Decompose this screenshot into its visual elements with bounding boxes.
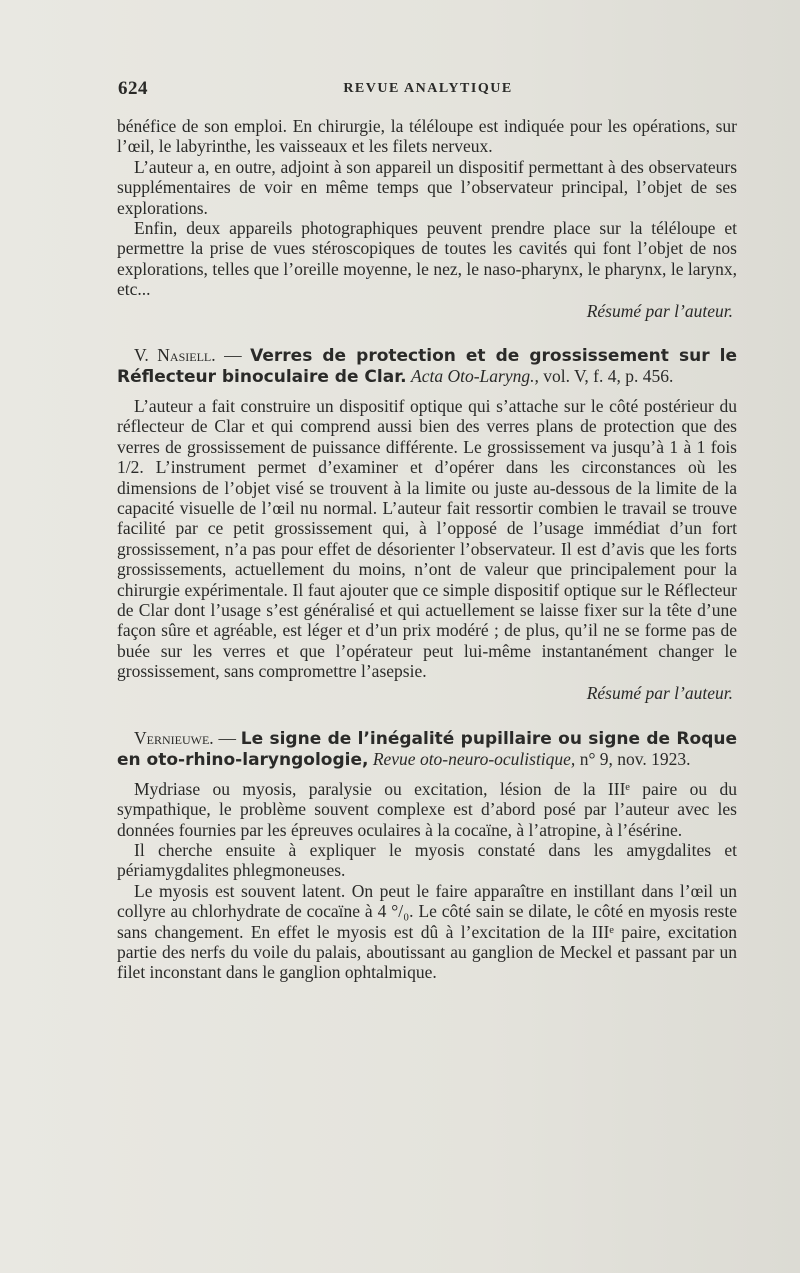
article2-signature: Résumé par l’auteur. <box>586 682 733 703</box>
article3-paragraph-3: Le myosis est souvent latent. On peut le faire apparaître en instillant dans l’œil un collyre au chlorhydrate de cocaïne à 4 °/₀. Le côté sain se dilate, le côté en myosis reste sans changement. En effet le myosis est dû à l’excitation de la IIIᵉ paire, excitation partie des nerfs du voile du palais, aboutissant au ganglion de Meckel et passant par un filet inconstant dans le ganglion ophtalmique. <box>117 880 737 983</box>
article1-signature: Résumé par l’auteur. <box>586 300 733 321</box>
article3-paragraph-2: Il cherche ensuite à expliquer le myosis constaté dans les amygdalites et périamygdalites phlegmoneuses. <box>117 840 737 881</box>
article1-paragraph-continued: bénéfice de son emploi. En chirurgie, la téléloupe est indiquée pour les opérations, sur l’œil, le labyrinthe, les vaisseaux et les filets nerveux. <box>117 116 737 157</box>
article3-heading <box>117 728 737 771</box>
article2-journal: Acta Oto-Laryng., <box>411 366 539 387</box>
article2-author: V. Nasiell. <box>134 345 216 366</box>
page-number: 624 <box>118 78 148 99</box>
article3-journal: Revue oto-neuro-oculistique, <box>372 749 576 770</box>
article-body <box>117 116 737 983</box>
article2-paragraph-1: L’auteur a fait construire un dispositif optique qui s’attache sur le côté postérieur du réflecteur de Clar et qui comprend aussi bien des verres plans de protection que des verres de grossissement de puissance différente. Le grossissement va jusqu’à 1 à 1 fois 1/2. L’instrument permet d’examiner et d’opérer dans les circonstances où les dimensions de l’objet visé se trouvent à la limite ou juste au-dessous de la limite de la capacité visuelle de l’œil nu normal. L’auteur fait ressortir combien le travail se trouve facilité par ce petit grossissement qui, à l’opposé de l’usage immédiat d’un fort grossissement, n’a pas pour effet de désorienter l’observateur. Il est d’avis que les forts grossissements, actuellement du moins, n’ont de valeur que principalement pour la chirurgie expérimentale. Il faut ajouter que ce simple dispositif optique sur le Réflecteur de Clar dont l’usage s’est généralisé et qui actuellement se laisse fixer sur la tête d’une façon sûre et agréable, est léger et d’un prix modéré ; de plus, qu’il ne se forme pas de buée sur les verres et que l’opérateur peut lui-même instantanément changer le grossissement, sans compromettre l’asepsie. <box>117 395 737 682</box>
article3-author: Vernieuwe. <box>134 727 214 748</box>
article2-dash: — <box>215 345 251 366</box>
article3-dash: — <box>213 727 241 748</box>
article3-title: Le signe de l’inégalité pupillaire ou signe de Roque en oto-rhino-laryngologie, <box>117 728 737 771</box>
article1-paragraph-2: L’auteur a, en outre, adjoint à son appareil un dispositif permettant à des observateurs supplémentaires de voir en même temps que l’observateur principal, l’objet de ses explorations. <box>117 156 737 218</box>
running-title: REVUE ANALYTIQUE <box>343 81 513 96</box>
article1-paragraph-3: Enfin, deux appareils photographiques peuvent prendre place sur la téléloupe et permettre la prise de vues stéroscopiques de toutes les cavités qui font l’objet de nos explorations, telles que l’oreille moyenne, le nez, le naso-pharynx, le pharynx, le larynx, etc... <box>117 218 737 300</box>
article2-title: Verres de protection et de grossissement sur le Réflecteur binoculaire de Clar. <box>117 346 737 388</box>
page-header <box>118 78 738 102</box>
article3-reference: n° 9, nov. 1923. <box>579 749 691 770</box>
article2-heading <box>117 345 737 388</box>
article2-reference: vol. V, f. 4, p. 456. <box>538 366 674 387</box>
article3-paragraph-1: Mydriase ou myosis, paralysie ou excitation, lésion de la IIIᵉ paire ou du sympathique, le problème souvent complexe est d’abord posé par l’auteur avec les données fournies par les épreuves oculaires à la cocaïne, à l’atropine, à l’ésérine. <box>117 778 737 840</box>
